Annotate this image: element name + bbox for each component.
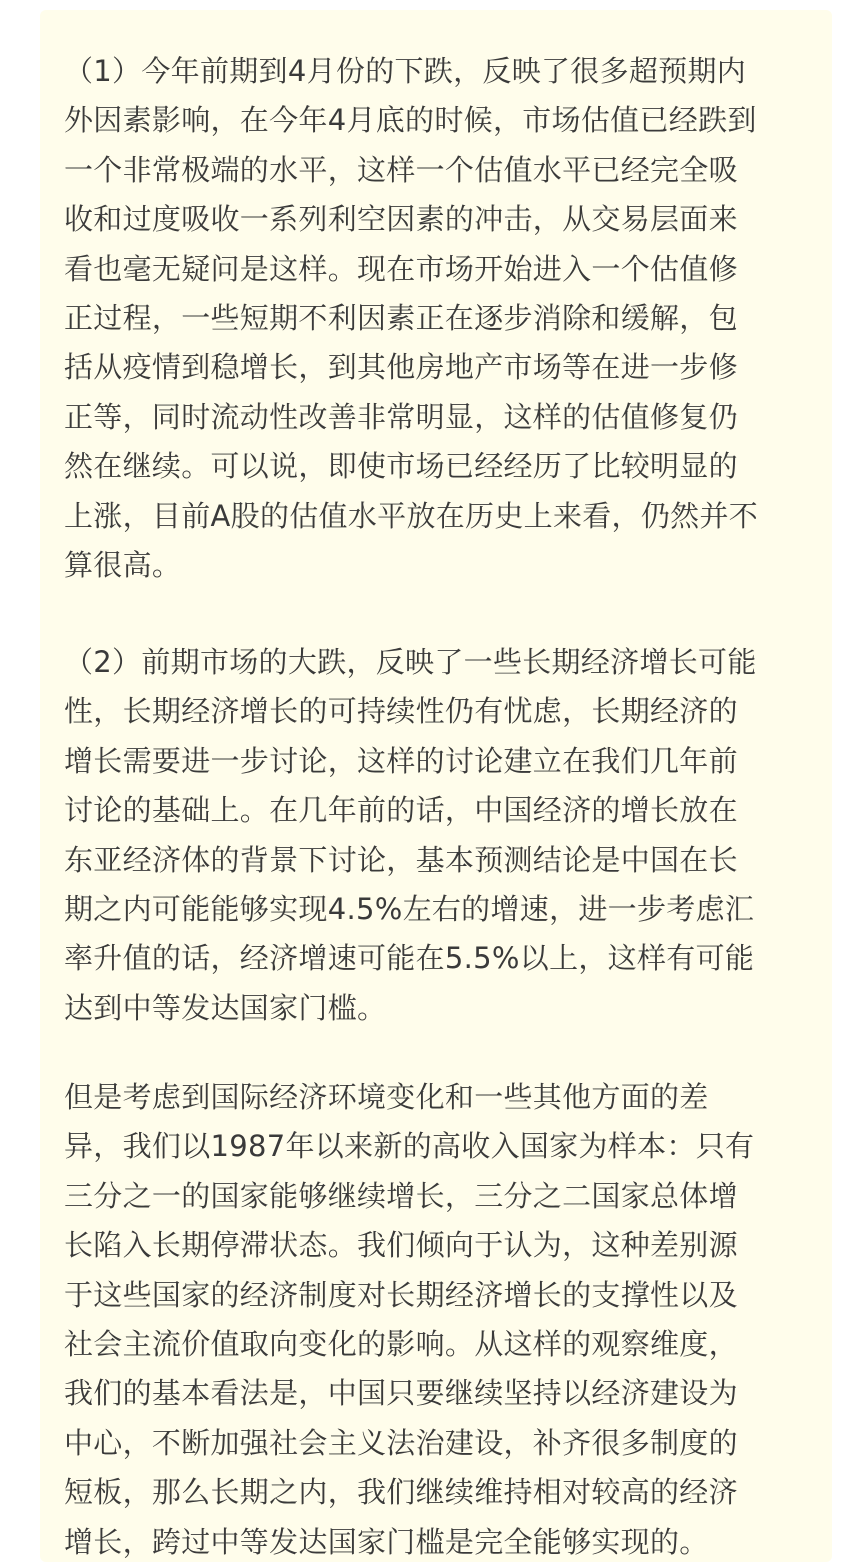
paragraph-line: 上涨，目前A股的估值水平放在历史上来看，仍然并不 xyxy=(64,498,759,533)
paragraph-line: 短板，那么长期之内，我们继续维持相对较高的经济 xyxy=(64,1475,738,1510)
paragraph-line: 正过程，一些短期不利因素正在逐步消除和缓解，包 xyxy=(64,301,738,336)
paragraph-line: 外因素影响，在今年4月底的时候，市场估值已经跌到 xyxy=(64,103,757,138)
paragraph-line: 但是考虑到国际经济环境变化和一些其他方面的差 xyxy=(64,1080,709,1114)
paragraph-line: 我们的基本看法是，中国只要继续坚持以经济建设为 xyxy=(64,1376,738,1411)
paragraph-line: 算很高。 xyxy=(64,548,182,583)
paragraph-line: 长陷入长期停滞状态。我们倾向于认为，这种差别源 xyxy=(64,1228,738,1263)
paragraph-line: 三分之一的国家能够继续增长，三分之二国家总体增 xyxy=(64,1178,738,1213)
paragraph-line: 括从疫情到稳增长，到其他房地产市场等在进一步修 xyxy=(64,350,738,385)
paragraph-line: 收和过度吸收一系列利空因素的冲击，从交易层面来 xyxy=(64,202,738,237)
paragraph-line: （2）前期市场的大跌，反映了一些长期经济增长可能 xyxy=(64,645,757,679)
paragraph-line: 一个非常极端的水平，这样一个估值水平已经完全吸 xyxy=(64,152,738,187)
paragraph-line: 讨论的基础上。在几年前的话，中国经济的增长放在 xyxy=(64,793,738,828)
paragraph-line: 中心，不断加强社会主义法治建设，补齐很多制度的 xyxy=(64,1425,738,1460)
paragraph-line: 于这些国家的经济制度对长期经济增长的支撑性以及 xyxy=(64,1277,738,1312)
paragraph-line: 增长，跨过中等发达国家门槛是完全能够实现的。 xyxy=(64,1524,709,1559)
paragraph-line: （1）今年前期到4月份的下跌，反映了很多超预期内 xyxy=(64,54,747,88)
paragraph-line: 东亚经济体的背景下讨论，基本预测结论是中国在长 xyxy=(64,842,738,877)
paragraph-2 xyxy=(64,638,814,1033)
paragraph-line: 性，长期经济增长的可持续性仍有忧虑，长期经济的 xyxy=(64,694,738,729)
paragraph-line: 率升值的话，经济增速可能在5.5%以上，这样有可能 xyxy=(64,941,755,976)
paragraph-1 xyxy=(64,47,814,590)
paragraph-line: 看也毫无疑问是这样。现在市场开始进入一个估值修 xyxy=(64,251,738,286)
paragraph-line: 增长需要进一步讨论，这样的讨论建立在我们几年前 xyxy=(64,743,738,778)
paragraph-line: 正等，同时流动性改善非常明显，这样的估值修复仍 xyxy=(64,399,738,434)
paragraph-line: 然在继续。可以说，即使市场已经经历了比较明显的 xyxy=(64,449,738,484)
paragraph-line: 异，我们以1987年以来新的高收入国家为样本：只有 xyxy=(64,1129,755,1164)
paragraph-line: 达到中等发达国家门槛。 xyxy=(64,990,387,1025)
paragraph-line: 期之内可能能够实现4.5%左右的增速，进一步考虑汇 xyxy=(64,892,755,927)
paragraph-line: 社会主流价值取向变化的影响。从这样的观察维度， xyxy=(64,1327,738,1362)
paragraph-3 xyxy=(64,1073,814,1567)
